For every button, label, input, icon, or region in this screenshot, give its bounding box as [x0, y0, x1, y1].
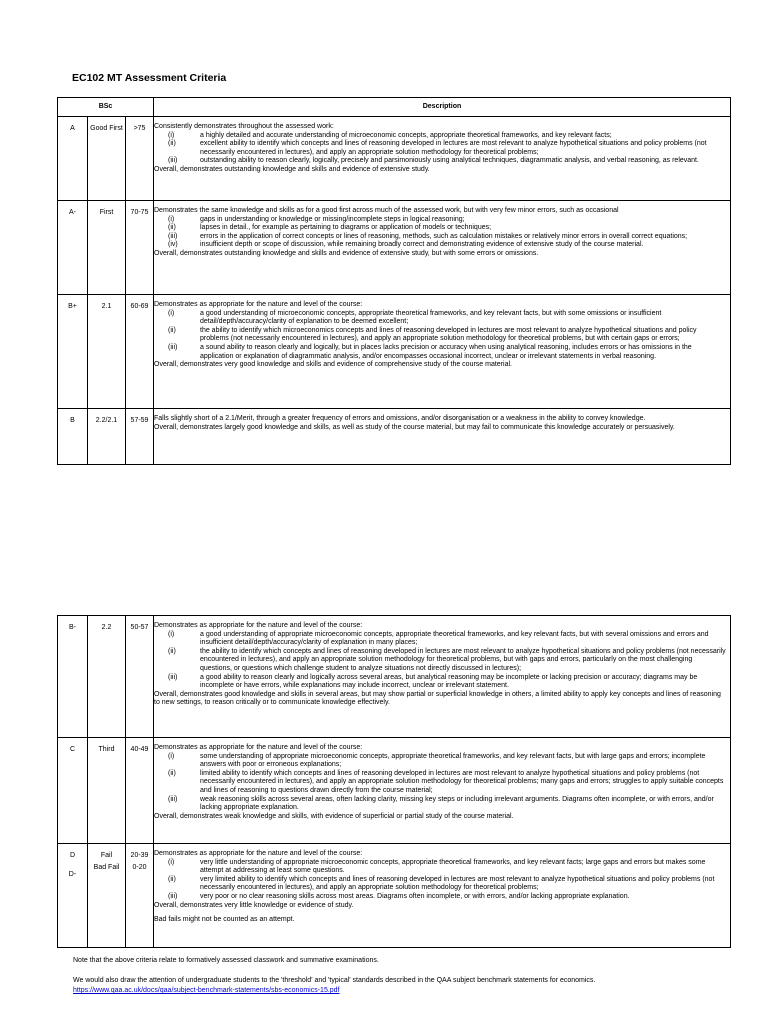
- criterion-text: weak reasoning skills across several areas, often lacking clarity, missing key steps or including irrelevant arguments. Diagrams often incomplete, or with errors, and/or lacking appropriate explanation.: [200, 795, 714, 812]
- description-intro: Falls slightly short of a 2.1/Merit, through a greater frequency of errors and omissions, and/or disorganisation or a weakness in the ability to convey knowledge.: [154, 415, 646, 422]
- classification-cell: [88, 738, 126, 844]
- description-cell: [154, 295, 731, 409]
- criterion-text: very poor or no clear reasoning skills across most areas. Diagrams often incomplete, or with errors, and/or lacking appropriate explanation.: [200, 892, 630, 900]
- description-intro: Demonstrates as appropriate for the nature and level of the course:: [154, 744, 363, 751]
- grade-cell: [58, 295, 88, 409]
- criteria-row: [58, 844, 731, 948]
- grade-value: B+: [68, 303, 77, 310]
- criterion-text: errors in the application of correct concepts or lines of reasoning, methods, such as calculation mistakes or relatively minor errors in overall correct equations;: [200, 232, 688, 240]
- classification-value: Good First: [90, 125, 123, 132]
- criterion-number: (i): [168, 131, 175, 139]
- mark-range-value: 70-75: [130, 209, 149, 216]
- criteria-table-1: [57, 97, 731, 465]
- classification-value: 2.2/2.1: [95, 417, 118, 424]
- criterion-text: a good understanding of appropriate microeconomic concepts, appropriate theoretical frameworks, and key relevant facts, but with several omissions and errors and insufficient detail/depth/accuracy/clarity of explanation in many places;: [200, 630, 709, 647]
- mark-range-cell: [126, 117, 154, 201]
- mark-range-value: >75: [133, 125, 146, 132]
- classification-cell: [88, 117, 126, 201]
- classification-value: 2.2: [101, 624, 112, 631]
- criterion-item: [154, 132, 726, 141]
- description-cell: [154, 844, 731, 948]
- criterion-item: [154, 216, 726, 225]
- grade-value: A-: [69, 209, 76, 216]
- description-overall: Overall, demonstrates outstanding knowledge and skills and evidence of extensive study, but with some errors or omissions.: [154, 249, 539, 257]
- grade-value: B: [70, 417, 75, 424]
- description-intro: Demonstrates as appropriate for the nature and level of the course:: [154, 850, 363, 857]
- description-cell: [154, 117, 731, 201]
- description-cell: [154, 616, 731, 738]
- criterion-text: outstanding ability to reason clearly, logically, precisely and parsimoniously using analytical techniques, diagrammatic analysis, and verbal reasoning, as relevant.: [200, 157, 699, 165]
- criterion-item: [154, 344, 726, 361]
- criterion-text: a good understanding of microeconomic concepts, appropriate theoretical frameworks, and key relevant facts, but with some omissions or insufficient detail/depth/accuracy/clarity of explanation to be deemed excellent;: [200, 309, 662, 326]
- criterion-text: a good ability to reason clearly and logically across several areas, but analytical reasoning may be incomplete or lacking precision or accuracy; diagrams may be incomplete or have errors, while explanations may include incorrect, unclear or irrelevant statement.: [200, 673, 698, 690]
- criterion-item: [154, 241, 726, 250]
- criteria-row: [58, 201, 731, 295]
- mark-range-cell: [126, 844, 154, 948]
- mark-range-value: 50-57: [130, 624, 149, 631]
- classification-value: Third: [98, 746, 115, 753]
- classification-value: Fail: [100, 852, 113, 859]
- description-cell: [154, 201, 731, 295]
- classification-cell: [88, 201, 126, 295]
- criterion-item: [154, 648, 726, 674]
- criterion-item: [154, 327, 726, 344]
- classification-value: First: [99, 209, 114, 216]
- mark-range-cell: [126, 616, 154, 738]
- grade-cell: [58, 409, 88, 465]
- description-overall: Overall, demonstrates very little knowledge or evidence of study.: [154, 901, 354, 909]
- criterion-number: (iii): [168, 157, 178, 165]
- criterion-text: insufficient depth or scope of discussion, while remaining broadly correct and demonstrating evidence of extensive study of the course material.: [200, 241, 644, 249]
- criterion-number: (i): [168, 752, 175, 760]
- grade-value: B-: [69, 624, 76, 631]
- description-intro: Consistently demonstrates throughout the assessed work:: [154, 123, 334, 130]
- criterion-text: the ability to identify which microeconomics concepts and lines of reasoning developed in lectures are most relevant to analyze hypothetical situations and policy problems (not necessarily encountered in lectures), and apply an appropriate solution methodology for theoretical problems, but with certain gaps or errors;: [200, 326, 697, 343]
- mark-range-value: 57-59: [130, 417, 149, 424]
- grade-cell: [58, 738, 88, 844]
- classification-cell: [88, 844, 126, 948]
- criterion-item: [154, 859, 726, 876]
- criterion-item: [154, 631, 726, 648]
- criterion-number: (ii): [168, 224, 176, 232]
- criteria-table-2: [57, 615, 731, 948]
- criteria-row: [58, 117, 731, 201]
- classification-cell: [88, 409, 126, 465]
- header-description: Description: [154, 98, 731, 117]
- criterion-number: (i): [168, 630, 175, 638]
- grade-cell: [58, 844, 88, 948]
- criterion-number: (i): [168, 309, 175, 317]
- criterion-text: a highly detailed and accurate understanding of microeconomic concepts, appropriate theoretical frameworks, and key relevant facts;: [200, 131, 612, 139]
- criterion-text: a sound ability to reason clearly and logically, but in places lacks precision or accuracy when using analytical reasoning, includes errors or has omissions in the application or explanation of diagrammatic analysis, and/or encompasses occasional incorrect, unclear or irrelevant statements in verbal reasoning.: [200, 343, 692, 360]
- mark-range-value: 20-39: [130, 852, 149, 859]
- criterion-item: [154, 157, 726, 166]
- grade-cell: [58, 616, 88, 738]
- criterion-number: (ii): [168, 647, 176, 655]
- criterion-item: [154, 310, 726, 327]
- criterion-number: (iv): [168, 241, 178, 249]
- description-intro: Demonstrates the same knowledge and skills as for a good first across much of the assessed work, but with very few minor errors, such as occasional: [154, 207, 619, 214]
- grade-value: D: [69, 852, 76, 859]
- criterion-item: [154, 674, 726, 691]
- criterion-item: [154, 893, 726, 902]
- criterion-item: [154, 224, 726, 233]
- description-cell: [154, 409, 731, 465]
- criterion-text: limited ability to identify which concepts and lines of reasoning developed in lectures are most relevant to analyze hypothetical situations and policy problems (not necessarily encountered in lectures), and apply an appropriate solution methodology for theoretical problems; many gaps and errors; struggles to apply suitable concepts and lines of reasoning to questions drawn directly from the course material;: [200, 769, 724, 794]
- mark-range-value: 60-69: [130, 303, 149, 310]
- classification-cell: [88, 295, 126, 409]
- description-overall: Overall, demonstrates outstanding knowledge and skills and evidence of extensive study.: [154, 165, 430, 173]
- criterion-text: some understanding of appropriate microeconomic concepts, appropriate theoretical frameworks, and key relevant facts, but with large gaps and errors; incomplete answers with poor or erroneous explanations;: [200, 752, 706, 769]
- qaa-link[interactable]: https://www.qaa.ac.uk/docs/qaa/subject-benchmark-statements/sbs-economics-15.pdf: [73, 987, 340, 994]
- criterion-item: [154, 770, 726, 796]
- grade-value: C: [69, 746, 76, 753]
- criterion-text: the ability to identify which concepts and lines of reasoning developed in lectures are most relevant to analyze hypothetical situations and policy problems (not necessarily encountered in lectures), and apply an appropriate solution methodology for theoretical problems, but with gaps and errors, particularly on the most challenging questions, or questions which challenge student to analyze situations not directly discussed in lectures);: [200, 647, 726, 672]
- grade-value-secondary: D-: [68, 870, 77, 878]
- description-overall: Overall, demonstrates good knowledge and skills in several areas, but may show partial or superficial knowledge in others, a limited ability to apply key concepts and lines of reasoning to new settings, to reason critically or to communicate knowledge effectively.: [154, 690, 721, 707]
- criterion-number: (ii): [168, 140, 176, 148]
- description-overall: Overall, demonstrates very good knowledge and skills and evidence of comprehensive study of the course material.: [154, 361, 512, 369]
- criterion-number: (i): [168, 215, 175, 223]
- classification-cell: [88, 616, 126, 738]
- grade-cell: [58, 117, 88, 201]
- criterion-number: (ii): [168, 875, 176, 883]
- mark-range-cell: [126, 201, 154, 295]
- criterion-text: very limited ability to identify which concepts and lines of reasoning developed in lectures are most relevant to analyze hypothetical situations and policy problems (not necessarily encountered in lectures), and apply an appropriate solution methodology for theoretical problems;: [200, 875, 715, 892]
- description-cell: [154, 738, 731, 844]
- criterion-text: gaps in understanding or knowledge or missing/incomplete steps in logical reasoning;: [200, 215, 465, 223]
- mark-range-cell: [126, 295, 154, 409]
- criterion-item: [154, 753, 726, 770]
- description-intro: Demonstrates as appropriate for the nature and level of the course:: [154, 622, 363, 629]
- note-criteria: Note that the above criteria relate to formatively assessed classwork and summative examinations.: [73, 957, 379, 964]
- criterion-item: [154, 140, 726, 157]
- criterion-item: [154, 796, 726, 813]
- classification-value: 2.1: [101, 303, 112, 310]
- criteria-row: [58, 738, 731, 844]
- criterion-number: (iii): [168, 892, 178, 900]
- criterion-number: (ii): [168, 326, 176, 334]
- criterion-number: (ii): [168, 769, 176, 777]
- criterion-text: very little understanding of appropriate microeconomic concepts, appropriate theoretical frameworks, and key relevant facts; large gaps and errors but makes some attempt at addressing at least some questions.: [200, 858, 706, 875]
- table-header-row: [58, 98, 731, 117]
- criterion-item: [154, 876, 726, 893]
- description-extra: Bad fails might not be counted as an attempt.: [154, 916, 295, 924]
- criterion-number: (iii): [168, 795, 178, 803]
- classification-value-secondary: Bad Fail: [93, 863, 120, 871]
- grade-value: A: [70, 125, 75, 132]
- criterion-number: (iii): [168, 343, 178, 351]
- criteria-row: [58, 616, 731, 738]
- note-qaa: We would also draw the attention of undergraduate students to the 'threshold' and 'typical' standards described in the QAA subject benchmark statements for economics.: [73, 977, 596, 984]
- description-overall: Overall, demonstrates weak knowledge and skills, with evidence of superficial or partial study of the course material.: [154, 812, 514, 820]
- header-bsc: BSc: [58, 98, 154, 117]
- criteria-row: [58, 409, 731, 465]
- description-intro: Demonstrates as appropriate for the nature and level of the course:: [154, 301, 363, 308]
- page-title: EC102 MT Assessment Criteria: [72, 72, 227, 84]
- description-overall: Overall, demonstrates largely good knowledge and skills, as well as study of the course material, but may fail to communicate this knowledge accurately or persuasively.: [154, 423, 675, 431]
- criterion-text: lapses in detail., for example as pertaining to diagrams or application of models or techniques;: [200, 224, 492, 232]
- criterion-number: (i): [168, 858, 175, 866]
- mark-range-cell: [126, 738, 154, 844]
- mark-range-cell: [126, 409, 154, 465]
- criterion-text: excellent ability to identify which concepts and lines of reasoning developed in lectures are most relevant to analyze hypothetical situations and policy problems (not necessarily encountered in lectures), and apply an appropriate solution methodology for theoretical problems;: [200, 140, 707, 156]
- criterion-number: (iii): [168, 673, 178, 681]
- criterion-item: [154, 233, 726, 242]
- criterion-number: (iii): [168, 232, 178, 240]
- criteria-row: [58, 295, 731, 409]
- grade-cell: [58, 201, 88, 295]
- mark-range-value-secondary: 0-20: [132, 863, 147, 871]
- mark-range-value: 40-49: [130, 746, 149, 753]
